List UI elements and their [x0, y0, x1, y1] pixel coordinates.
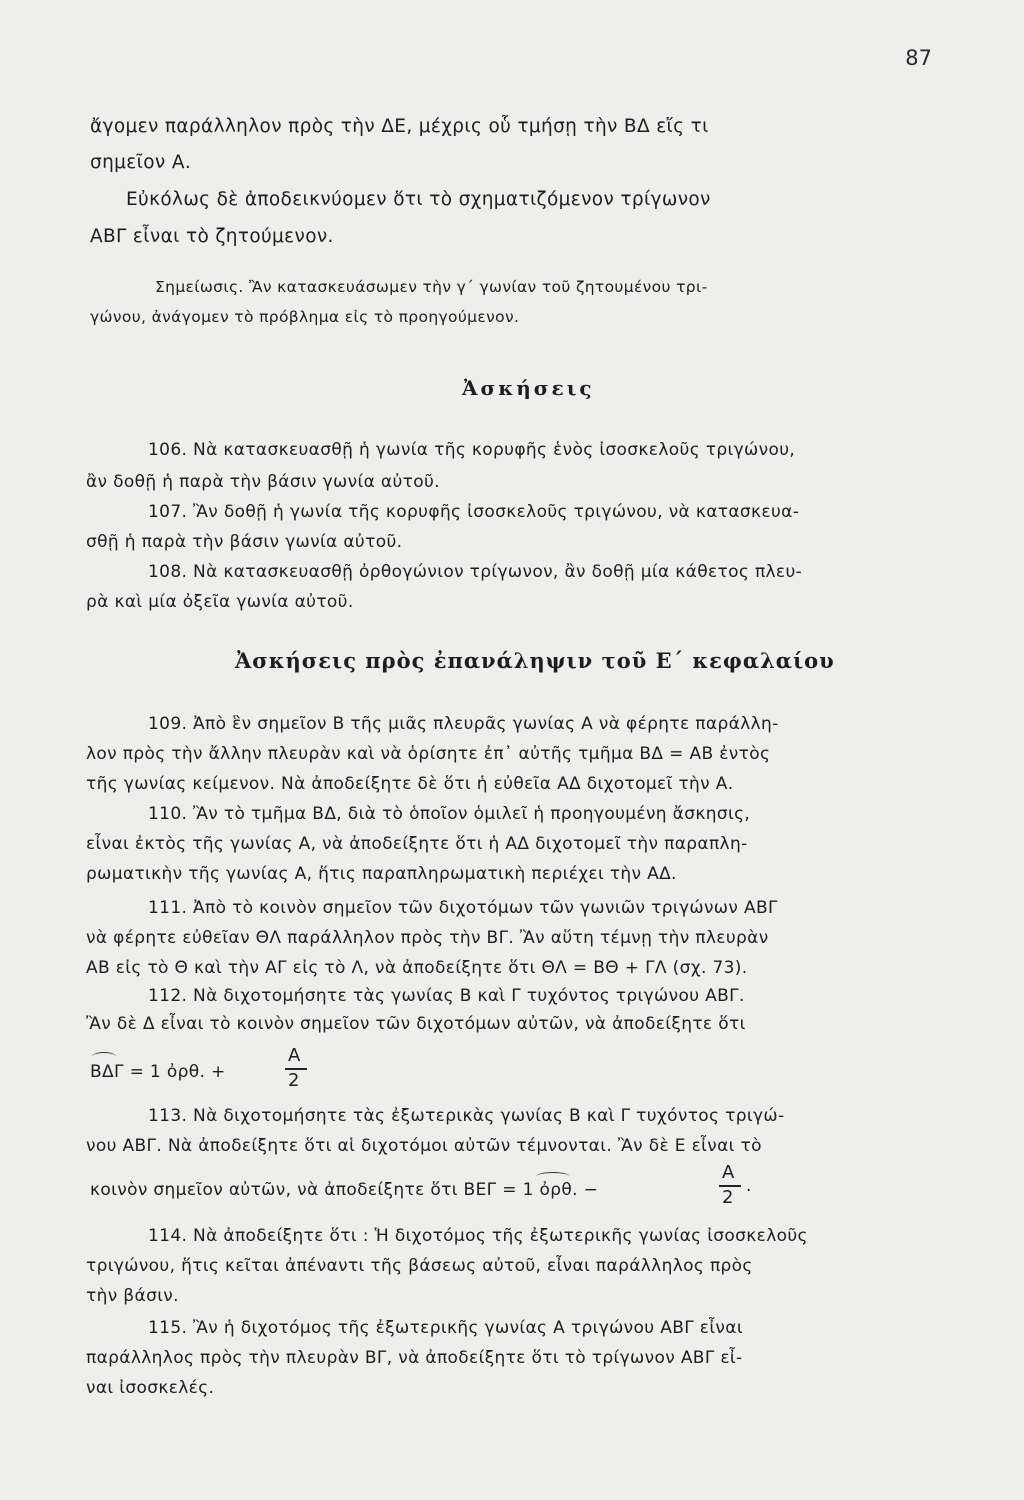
- intro-line: ΑΒΓ εἶναι τὸ ζητούμενον.: [90, 226, 334, 247]
- exercise-line: 112. Νὰ διχοτομήσητε τὰς γωνίας Β καὶ Γ τυχόντος τριγώνου ΑΒΓ.: [148, 986, 745, 1006]
- exercise-line: παράλληλος πρὸς τὴν πλευρὰν ΒΓ, νὰ ἀποδείξητε ὅτι τὸ τρίγωνον ΑΒΓ εἶ-: [86, 1348, 743, 1368]
- exercise-line: ναι ἰσοσκελές.: [86, 1378, 215, 1398]
- fraction-denominator: 2: [288, 1070, 300, 1091]
- fraction-numerator: Α: [288, 1045, 301, 1066]
- fraction-numerator: Α: [722, 1162, 735, 1183]
- exercise-line: Ἂν δὲ Δ εἶναι τὸ κοινὸν σημεῖον τῶν διχοτόμων αὐτῶν, νὰ ἀποδείξητε ὅτι: [86, 1014, 746, 1034]
- exercise-line: 108. Νὰ κατασκευασθῇ ὀρθογώνιον τρίγωνον, ἂν δοθῇ μία κάθετος πλευ-: [148, 562, 803, 582]
- exercise-line: ΑΒ εἰς τὸ Θ καὶ τὴν ΑΓ εἰς τὸ Λ, νὰ ἀποδείξητε ὅτι ΘΛ = ΒΘ + ΓΛ (σχ. 73).: [86, 958, 748, 978]
- exercise-line: 115. Ἂν ἡ διχοτόμος τῆς ἐξωτερικῆς γωνίας Α τριγώνου ΑΒΓ εἶναι: [148, 1318, 743, 1338]
- exercise-line: νου ΑΒΓ. Νὰ ἀποδείξητε ὅτι αἱ διχοτόμοι αὐτῶν τέμνονται. Ἂν δὲ Ε εἶναι τὸ: [86, 1136, 762, 1156]
- exercise-line: ρὰ καὶ μία ὀξεῖα γωνία αὐτοῦ.: [86, 592, 354, 612]
- exercise-line: 114. Νὰ ἀποδείξητε ὅτι : Ἡ διχοτόμος τῆς ἐξωτερικῆς γωνίας ἰσοσκελοῦς: [148, 1226, 808, 1246]
- note-line: γώνου, ἀνάγομεν τὸ πρόβλημα εἰς τὸ προηγούμενον.: [90, 308, 520, 326]
- intro-line: Εὐκόλως δὲ ἀποδεικνύομεν ὅτι τὸ σχηματιζόμενον τρίγωνον: [126, 189, 711, 210]
- angle-arc: [92, 1052, 116, 1061]
- exercise-line: τὴν βάσιν.: [86, 1286, 179, 1306]
- page-number: 87: [905, 46, 932, 70]
- formula-lhs: ΒΔΓ = 1 ὀρθ. +: [90, 1062, 226, 1082]
- exercise-line: σθῇ ἡ παρὰ τὴν βάσιν γωνία αὐτοῦ.: [86, 532, 403, 552]
- exercise-line: 111. Ἀπὸ τὸ κοινὸν σημεῖον τῶν διχοτόμων τῶν γωνιῶν τριγώνων ΑΒΓ: [148, 898, 778, 918]
- formula-lhs: κοινὸν σημεῖον αὐτῶν, νὰ ἀποδείξητε ὅτι ΒΕΓ = 1 ὀρθ. −: [90, 1180, 599, 1200]
- fraction-denominator: 2: [722, 1187, 734, 1208]
- exercise-line: 107. Ἂν δοθῇ ἡ γωνία τῆς κορυφῆς ἰσοσκελοῦς τριγώνου, νὰ κατασκευα-: [148, 502, 800, 522]
- exercise-line: 110. Ἂν τὸ τμῆμα ΒΔ, διὰ τὸ ὁποῖον ὁμιλεῖ ἡ προηγουμένη ἄσκησις,: [148, 804, 751, 824]
- exercise-line: εἶναι ἐκτὸς τῆς γωνίας Α, νὰ ἀποδείξητε ὅτι ἡ ΑΔ διχοτομεῖ τὴν παραπλη-: [86, 834, 748, 854]
- intro-line: ἄγομεν παράλληλον πρὸς τὴν ΔΕ, μέχρις οὗ τμήσῃ τὴν ΒΔ εἴς τι: [90, 116, 709, 137]
- intro-line: σημεῖον Α.: [90, 152, 192, 173]
- exercises-heading: Ἀσκήσεις: [462, 376, 595, 400]
- formula-period: .: [746, 1176, 752, 1196]
- exercise-line: ἂν δοθῇ ἡ παρὰ τὴν βάσιν γωνία αὐτοῦ.: [86, 472, 440, 492]
- note-line: Σημείωσις. Ἂν κατασκευάσωμεν τὴν γ΄ γωνίαν τοῦ ζητουμένου τρι-: [155, 278, 708, 296]
- exercise-line: τῆς γωνίας κείμενον. Νὰ ἀποδείξητε δὲ ὅτι ἡ εὐθεῖα ΑΔ διχοτομεῖ τὴν Α.: [86, 774, 734, 794]
- exercise-line: νὰ φέρητε εὐθεῖαν ΘΛ παράλληλον πρὸς τὴν ΒΓ. Ἂν αὕτη τέμνῃ τὴν πλευρὰν: [86, 928, 769, 948]
- exercise-line: 109. Ἀπὸ ἓν σημεῖον Β τῆς μιᾶς πλευρᾶς γωνίας Α νὰ φέρητε παράλλη-: [148, 714, 779, 734]
- exercise-line: 113. Νὰ διχοτομήσητε τὰς ἐξωτερικὰς γωνίας Β καὶ Γ τυχόντος τριγώ-: [148, 1106, 785, 1126]
- exercise-line: λον πρὸς τὴν ἄλλην πλευρὰν καὶ νὰ ὁρίσητε ἐπ᾽ αὐτῆς τμῆμα ΒΔ = ΑΒ ἐντὸς: [86, 744, 771, 764]
- exercise-line: τριγώνου, ἥτις κεῖται ἀπέναντι τῆς βάσεως αὐτοῦ, εἶναι παράλληλος πρὸς: [86, 1256, 753, 1276]
- exercise-line: 106. Νὰ κατασκευασθῇ ἡ γωνία τῆς κορυφῆς ἑνὸς ἰσοσκελοῦς τριγώνου,: [148, 440, 796, 460]
- review-exercises-heading: Ἀσκήσεις πρὸς ἐπανάληψιν τοῦ Ε΄ κεφαλαίου: [235, 648, 835, 673]
- exercise-line: ρωματικὴν τῆς γωνίας Α, ἥτις παραπληρωματικὴ περιέχει τὴν ΑΔ.: [86, 864, 677, 884]
